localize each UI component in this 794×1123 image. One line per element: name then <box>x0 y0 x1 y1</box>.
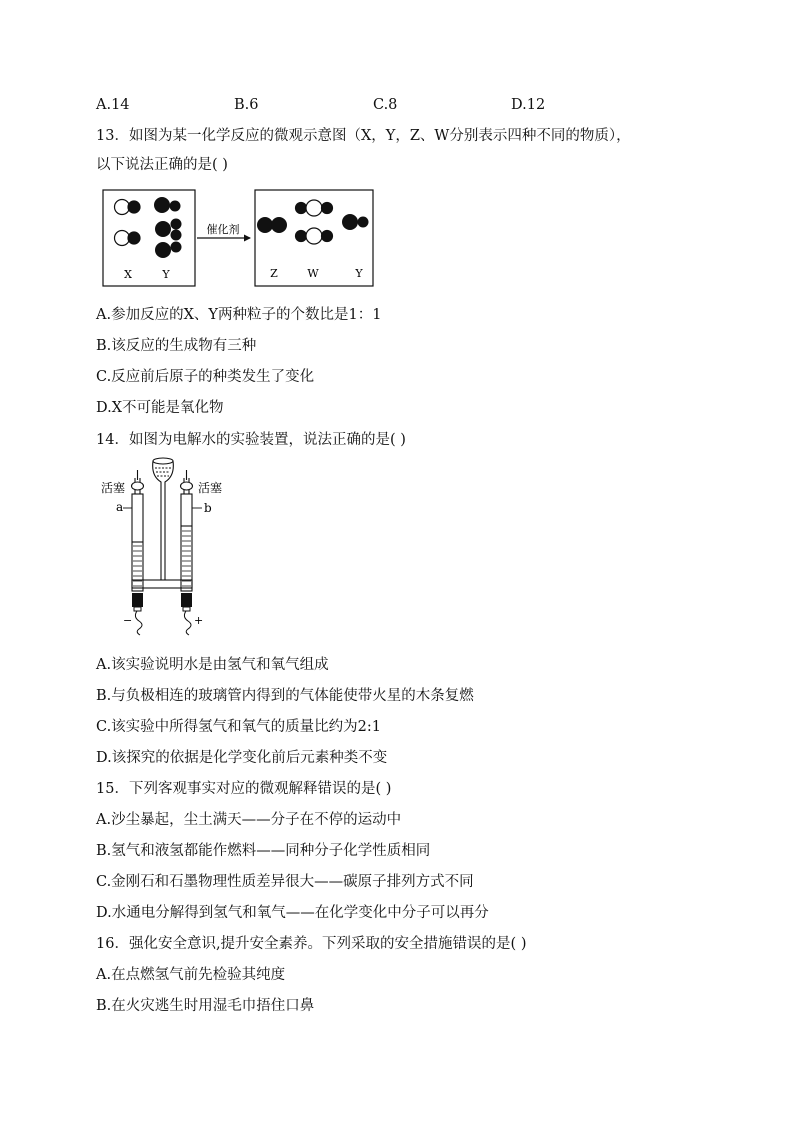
y-molecule <box>155 219 182 241</box>
q12-option-c: C.8 <box>373 97 398 113</box>
q12-option-b: B.6 <box>234 97 259 113</box>
right-stopcock <box>181 470 193 490</box>
water-reservoir <box>153 458 174 580</box>
q16-stem: 16．强化安全意识,提升安全素养。下列采取的安全措施错误的是( ) <box>96 936 527 952</box>
q14-stem: 14．如图为电解水的实验装置，说法正确的是( ) <box>96 432 406 448</box>
q12-option-d: D.12 <box>511 97 546 113</box>
label-w: W <box>307 267 319 280</box>
label-y-left: Y <box>162 268 170 281</box>
catalyst-label: 催化剂 <box>206 223 240 236</box>
w-molecule <box>296 200 333 216</box>
q15-option-a: A.沙尘暴起，尘土满天——分子在不停的运动中 <box>96 812 402 828</box>
negative-wire <box>135 611 142 635</box>
z-molecule <box>257 217 287 233</box>
q13-stem-line1: 13．如图为某一化学反应的微观示意图（X，Y，Z、W分别表示四种不同的物质）， <box>96 128 631 144</box>
q14-electrolysis-apparatus <box>98 456 238 642</box>
q14-option-d: D.该探究的依据是化学变化前后元素种类不变 <box>96 750 388 766</box>
left-stopcock-label: 活塞 <box>101 481 126 495</box>
q12-option-a: A.14 <box>96 97 130 113</box>
q16-option-b: B.在火灾逃生时用湿毛巾捂住口鼻 <box>96 998 315 1014</box>
q13-reaction-diagram <box>100 188 376 288</box>
left-tube <box>132 478 143 591</box>
right-tube <box>181 478 192 591</box>
q15-option-b: B.氢气和液氢都能作燃料——同种分子化学性质相同 <box>96 843 431 859</box>
q15-option-d: D.水通电分解得到氢气和氧气——在化学变化中分子可以再分 <box>96 905 489 921</box>
w-molecule <box>296 228 333 244</box>
q14-option-a: A.该实验说明水是由氢气和氧气组成 <box>96 657 329 673</box>
tube-a-label: a <box>116 500 124 514</box>
q14-option-b: B.与负极相连的玻璃管内得到的气体能使带火星的木条复燃 <box>96 688 474 704</box>
label-x: X <box>124 268 132 281</box>
positive-label: + <box>194 614 204 627</box>
tube-b-label: b <box>204 501 212 515</box>
label-y-right: Y <box>355 267 363 280</box>
q15-stem: 15．下列客观事实对应的微观解释错误的是( ) <box>96 781 392 797</box>
x-molecule <box>115 231 141 246</box>
y-molecule <box>154 197 181 213</box>
negative-electrode <box>132 593 143 611</box>
positive-wire <box>184 611 191 635</box>
q13-option-b: B.该反应的生成物有三种 <box>96 338 257 354</box>
negative-label: − <box>123 614 133 627</box>
q14-option-c: C.该实验中所得氢气和氧气的质量比约为2:1 <box>96 719 382 735</box>
y-molecule-remaining <box>342 214 369 230</box>
q12-options <box>96 95 696 115</box>
y-molecule <box>155 242 182 259</box>
x-molecule <box>115 200 141 215</box>
right-stopcock-label: 活塞 <box>198 481 223 495</box>
left-stopcock <box>132 470 144 490</box>
q15-option-c: C.金刚石和石墨物理性质差异很大——碳原子排列方式不同 <box>96 874 474 890</box>
q13-option-d: D.X不可能是氧化物 <box>96 400 224 416</box>
positive-electrode <box>181 593 192 611</box>
q13-option-c: C.反应前后原子的种类发生了变化 <box>96 369 315 385</box>
q16-option-a: A.在点燃氢气前先检验其纯度 <box>96 967 286 983</box>
q13-option-a: A.参加反应的X、Y两种粒子的个数比是1：1 <box>96 307 382 323</box>
label-z: Z <box>270 267 278 280</box>
q13-stem-line2: 以下说法正确的是( ) <box>96 157 228 173</box>
